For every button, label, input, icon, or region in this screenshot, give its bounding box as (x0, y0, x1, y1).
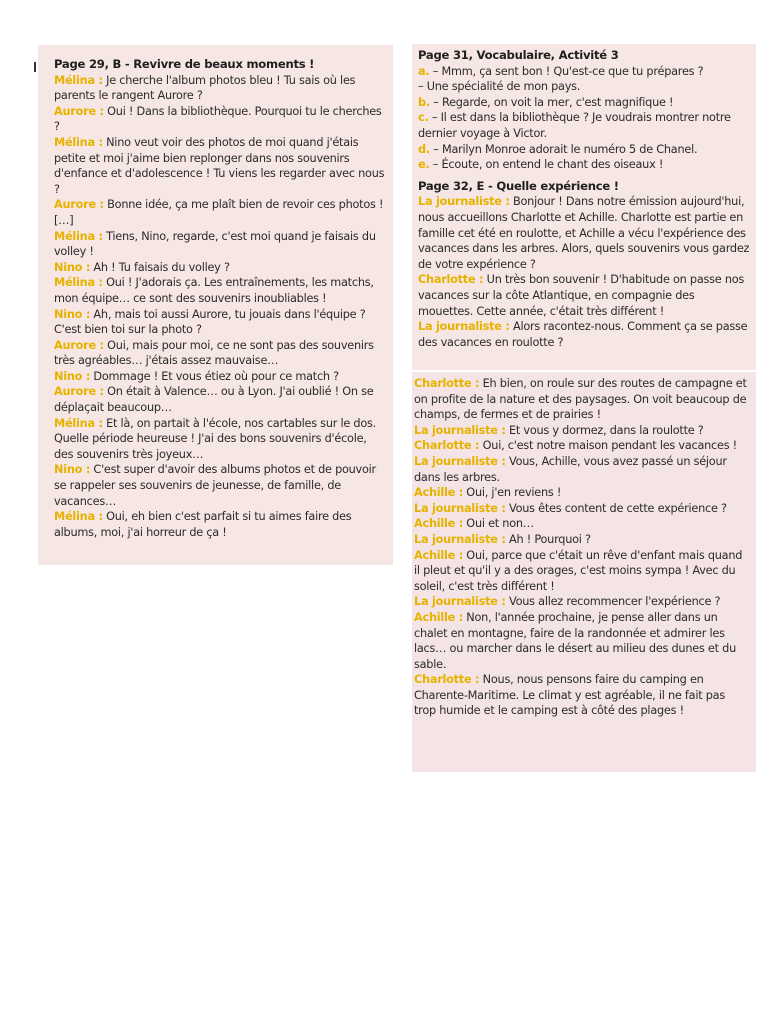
line-text: – Mmm, ça sent bon ! Qu'est-ce que tu prépares ? (429, 64, 704, 78)
dialogue-line (54, 369, 387, 385)
line-text: Oui, j'en reviens ! (462, 486, 562, 500)
speaker-name: Achille : (414, 486, 463, 500)
dialogue-line (418, 95, 750, 111)
speaker-name: Aurore : (54, 385, 104, 399)
dialogue-line (418, 157, 750, 173)
dialogue-line (414, 376, 750, 423)
line-text: Bonne idée, ça me plaît bien de revoir ces photos ! […] (54, 198, 384, 227)
speaker-name: Aurore : (54, 198, 104, 212)
speaker-name: Achille : (414, 517, 463, 531)
dialogue-line (54, 338, 387, 369)
speaker-name: La journaliste : (418, 320, 510, 334)
speaker-name: La journaliste : (414, 454, 506, 468)
dialogue-line (54, 73, 387, 104)
item-letter: b. (418, 95, 430, 109)
dialogue-line (418, 194, 750, 272)
dialogue-line (414, 485, 750, 501)
dialogue-line (414, 548, 750, 595)
line-text: Vous allez recommencer l'expérience ? (505, 595, 721, 609)
dialogue-line (418, 64, 750, 80)
line-text: Oui, parce que c'était un rêve d'enfant mais quand il pleut et qu'il y a des orages, c'est moins sympa ! Avec du soleil, c'est très différent ! (414, 548, 743, 593)
speaker-name: Nino : (54, 463, 91, 477)
speaker-name: Charlotte : (414, 439, 480, 453)
line-text: Ah ! Pourquoi ? (505, 532, 591, 546)
dialogue-line (54, 462, 387, 509)
dialogue-line (54, 307, 387, 338)
dialogue-line (414, 610, 750, 672)
speaker-name: La journaliste : (414, 423, 506, 437)
speaker-name: Charlotte : (414, 377, 480, 390)
dialogue-line (414, 594, 750, 610)
line-text: Oui ! J'adorais ça. Les entraînements, les matchs, mon équipe… ce sont des souvenirs inoubliables ! (54, 276, 374, 305)
dialogue-line (414, 454, 750, 485)
speaker-name: La journaliste : (414, 595, 506, 609)
speaker-name: Charlotte : (418, 273, 484, 287)
dialogue-line (414, 438, 750, 454)
right-bottom-clipping (412, 372, 756, 772)
line-text: Vous êtes content de cette expérience ? (505, 501, 727, 515)
speaker-name: Nino : (54, 369, 91, 383)
dialogue-line (414, 516, 750, 532)
line-text: Nino veut voir des photos de moi quand j'étais petite et moi j'aime bien replonger dans nos souvenirs d'enfance et d'adolescence ! Tu viens les regarder avec nous ? (54, 135, 385, 196)
section-heading: Page 31, Vocabulaire, Activité 3 (418, 48, 619, 62)
dialogue-line (414, 672, 750, 719)
section-heading: Page 32, E - Quelle expérience ! (418, 178, 619, 193)
left-clipping (38, 45, 393, 565)
dialogue-line (54, 384, 387, 415)
line-text: Vous, Achille, vous avez passé un séjour dans les arbres. (414, 454, 727, 484)
line-text: Alors racontez-nous. Comment ça se passe des vacances en roulotte ? (418, 320, 748, 349)
dialogue-line (414, 501, 750, 517)
dialogue-list (418, 194, 750, 350)
line-text: Oui, eh bien c'est parfait si tu aimes faire des albums, moi, j'ai horreur de ça ! (54, 510, 352, 539)
dialogue-line (418, 110, 750, 141)
right-top-clipping (412, 44, 756, 370)
item-letter: d. (418, 142, 430, 156)
speaker-name: Mélina : (54, 135, 103, 149)
dialogue-line (54, 275, 387, 306)
line-text: Et vous y dormez, dans la roulotte ? (505, 423, 704, 437)
speaker-name: Mélina : (54, 229, 103, 243)
line-text: Tiens, Nino, regarde, c'est moi quand je faisais du volley ! (54, 229, 376, 259)
dialogue-line (418, 79, 750, 95)
line-text: Je cherche l'album photos bleu ! Tu sais où les parents le rangent Aurore ? (54, 73, 356, 103)
line-text: Oui, c'est notre maison pendant les vacances ! (479, 439, 737, 453)
dialogue-line (418, 319, 750, 350)
dialogue-line (414, 532, 750, 548)
speaker-name: Mélina : (54, 276, 103, 290)
speaker-name: La journaliste : (414, 501, 506, 515)
dialogue-line (54, 416, 387, 463)
speaker-name: La journaliste : (418, 195, 510, 209)
line-text: – Il est dans la bibliothèque ? Je voudrais montrer notre dernier voyage à Victor. (418, 111, 731, 140)
speaker-name: Achille : (414, 610, 463, 624)
line-text: C'est super d'avoir des albums photos et de pouvoir se rappeler ses souvenirs de jeunesse, de famille, de vacances… (54, 463, 376, 508)
speaker-name: La journaliste : (414, 532, 506, 546)
speaker-name: Nino : (54, 260, 91, 274)
line-text: – Écoute, on entend le chant des oiseaux ! (429, 158, 664, 172)
dialogue-line (54, 229, 387, 260)
dialogue-line (414, 423, 750, 439)
item-letter: a. (418, 64, 430, 78)
item-letter: c. (418, 111, 429, 125)
vocab-list (418, 64, 750, 173)
speaker-name: Achille : (414, 548, 463, 562)
line-text: Oui, mais pour moi, ce ne sont pas des souvenirs très agréables… j'étais assez mauvaise… (54, 338, 374, 368)
speaker-name: Charlotte : (414, 673, 480, 687)
dialogue-line (54, 509, 387, 540)
dialogue-line (54, 260, 387, 276)
speaker-name: Aurore : (54, 338, 104, 352)
line-text: Dommage ! Et vous étiez où pour ce match ? (90, 369, 339, 383)
dialogue-line (418, 142, 750, 158)
line-text: Ah ! Tu faisais du volley ? (90, 260, 230, 274)
dialogue-line (54, 197, 387, 228)
dialogue-line (54, 104, 387, 135)
speaker-name: Mélina : (54, 416, 103, 430)
line-text: – Marilyn Monroe adorait le numéro 5 de Chanel. (429, 142, 698, 156)
item-letter: e. (418, 158, 430, 172)
line-text: Bonjour ! Dans notre émission aujourd'hui, nous accueillons Charlotte et Achille. Charlotte est partie en famille cet été en roulotte, et Achille a vécu l'expérience des vacances dans les arbres. Alors, quels souvenirs vous gardez de votre expérience ? (418, 195, 750, 271)
line-text: On était à Valence… ou à Lyon. J'ai oublié ! On se déplaçait beaucoup… (54, 385, 374, 415)
dialogue-line (418, 272, 750, 319)
line-text: Et là, on partait à l'école, nos cartables sur le dos. Quelle période heureuse ! J'ai des bons souvenirs d'école, des souvenirs très joyeux… (54, 416, 376, 461)
dialogue-line (54, 135, 387, 197)
margin-tick (34, 62, 36, 72)
dialogue-list (414, 376, 750, 719)
line-text: – Regarde, on voit la mer, c'est magnifique ! (429, 95, 674, 109)
line-text: Eh bien, on roule sur des routes de campagne et on profite de la nature et des paysages. On voit beaucoup de champs, de fermes et de prairies ! (414, 377, 747, 422)
line-text: Non, l'année prochaine, je pense aller dans un chalet en montagne, faire de la randonnée et admirer les lacs… ou marcher dans le désert au milieu des dunes et du sable. (414, 610, 736, 671)
line-text: Oui et non… (462, 517, 534, 531)
section-heading: Page 29, B - Revivre de beaux moments ! (54, 57, 315, 71)
speaker-name: Mélina : (54, 73, 103, 87)
line-text: Oui ! Dans la bibliothèque. Pourquoi tu le cherches ? (54, 104, 382, 134)
dialogue-list (54, 73, 387, 541)
speaker-name: Aurore : (54, 104, 104, 118)
speaker-name: Nino : (54, 307, 91, 321)
line-text: Un très bon souvenir ! D'habitude on passe nos vacances sur la côte Atlantique, en compagnie des mouettes. Cette année, c'était très différent ! (418, 273, 745, 318)
line-text: Ah, mais toi aussi Aurore, tu jouais dans l'équipe ? C'est bien toi sur la photo ? (54, 307, 366, 337)
line-text: – Une spécialité de mon pays. (418, 80, 581, 94)
line-text: Nous, nous pensons faire du camping en Charente-Maritime. Le climat y est agréable, il ne fait pas trop humide et le camping est à côté des plages ! (414, 673, 725, 718)
speaker-name: Mélina : (54, 510, 103, 524)
